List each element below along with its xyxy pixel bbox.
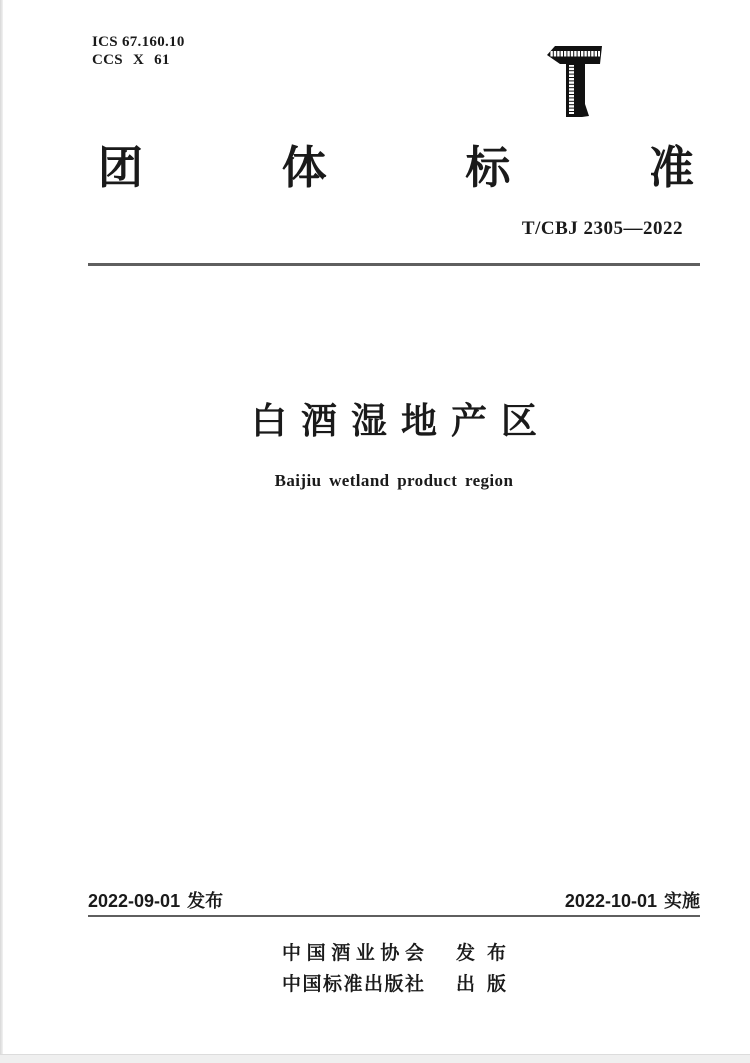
date-row [88,887,700,913]
implement-label: 实施 [664,891,700,911]
classification-block [92,33,185,69]
issue-date: 2022-09-01 [88,891,181,911]
ics-code: ICS 67.160.10 [92,34,185,50]
ccs-code: CCS X 61 [92,52,170,68]
issue-date-item [88,887,223,913]
standard-number: T/CBJ 2305—2022 [521,218,683,239]
footer-rule [88,915,700,917]
main-title-cn: 白酒湿地产区 [250,400,551,441]
publisher-name: 中国酒业协会 [282,943,424,964]
publisher-name: 中国标准出版社 [282,974,424,995]
publisher-action: 出版 [456,974,506,995]
main-title-en: Baijiu wetland product region [274,471,514,490]
implement-date: 2022-10-01 [564,891,657,911]
doc-type-heading: 团体标准 [98,142,694,193]
page-bottom-edge [0,1054,750,1063]
publishers-block [88,936,700,998]
issue-label: 发布 [187,891,224,911]
tuanti-standard-T-logo-icon [546,43,604,120]
publisher-row [88,967,700,998]
publisher-action: 发布 [456,943,506,964]
publisher-row [88,936,700,967]
implement-date-item [565,887,700,913]
header-rule [88,263,700,266]
page-left-edge [0,0,3,1063]
